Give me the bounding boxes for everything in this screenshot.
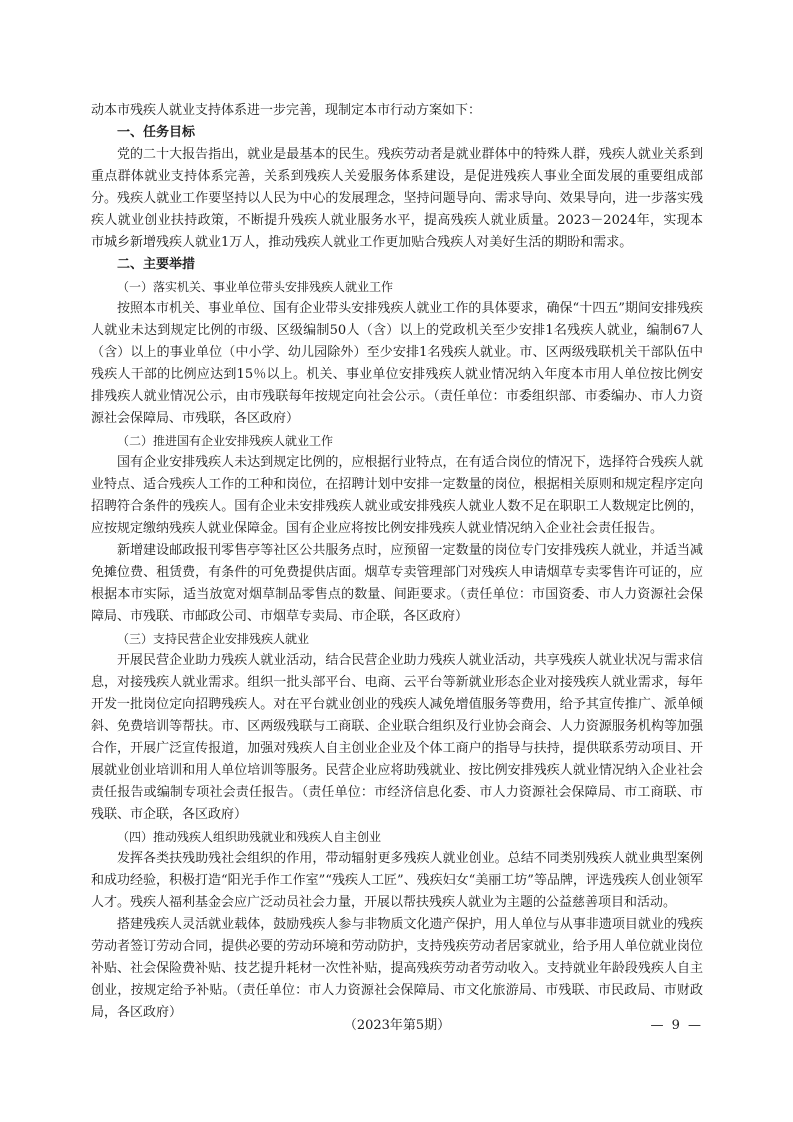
subsection-heading-4: （四）推动残疾人组织助残就业和残疾人自主创业: [117, 830, 382, 844]
section-heading-measures: 二、主要举措: [117, 257, 196, 272]
body-paragraph: 新增建设邮政报刊零售亭等社区公共服务点时，应预留一定数量的岗位专门安排残疾人就业，并适当减免摊位费、租赁费，有条件的可免费提供店面。烟草专卖管理部门对残疾人申请烟草专卖零售许可证的，应根据本市实际，适当放宽对烟草制品零售点的数量、间距要求。（责任单位：市国资委、市人力资源社会保障局、市残联、市邮政公司、市烟草专卖局、市企联，各区政府）: [91, 543, 703, 624]
document-body: [91, 100, 703, 1024]
body-paragraph: 按照本市机关、事业单位、国有企业带头安排残疾人就业工作的具体要求，确保“十四五”期间安排残疾人就业未达到规定比例的市级、区级编制50人（含）以上的党政机关至少安排1名残疾人就业，编制67人（含）以上的事业单位（中小学、幼儿园除外）至少安排1名残疾人就业。市、区两级残联机关干部队伍中残疾人干部的比例应达到15％以上。机关、事业单位安排残疾人就业情况纳入年度本市用人单位按比例安排残疾人就业情况公示，由市残联每年按规定向社会公示。（责任单位：市委组织部、市委编办、市人力资源社会保障局、市残联，各区政府）: [91, 301, 703, 426]
body-paragraph: 开展民营企业助力残疾人就业活动，结合民营企业助力残疾人就业活动，共享残疾人就业状况与需求信息，对接残疾人就业需求。组织一批头部平台、电商、云平台等新就业形态企业对接残疾人就业需求，每年开发一批岗位定向招聘残疾人。对在平台就业创业的残疾人减免增值服务等费用，给予其宣传推广、派单倾斜、免费培训等帮扶。市、区两级残联与工商联、企业联合组织及行业协会商会、人力资源服务机构等加强合作，开展广泛宣传报道，加强对残疾人自主创业企业及个体工商户的指导与扶持，提供联系劳动项目、开展就业创业培训和用人单位培训等服务。民营企业应将助残就业、按比例安排残疾人就业情况纳入企业社会责任报告或编制专项社会责任报告。（责任单位：市经济信息化委、市人力资源社会保障局、市工商联、市残联、市企联，各区政府）: [91, 653, 703, 822]
intro-paragraph: 动本市残疾人就业支持体系进一步完善，现制定本市行动方案如下：: [91, 103, 482, 118]
issue-label: （2023年第5期）: [343, 1018, 451, 1033]
body-paragraph: 党的二十大报告指出，就业是最基本的民生。残疾劳动者是就业群体中的特殊人群，残疾人就业关系到重点群体就业支持体系完善，关系到残疾人关爱服务体系建设，是促进残疾人事业全面发展的重要组成部分。残疾人就业工作要坚持以人民为中心的发展理念，坚持问题导向、需求导向、效果导向，进一步落实残疾人就业创业扶持政策，不断提升残疾人就业服务水平，提高残疾人就业质量。2023－2024年，实现本市城乡新增残疾人就业1万人，推动残疾人就业工作更加贴合残疾人对美好生活的期盼和需求。: [91, 147, 703, 250]
page-number: — 9 —: [650, 1018, 703, 1033]
subsection-heading-2: （二）推进国有企业安排残疾人就业工作: [117, 434, 334, 448]
section-heading-goals: 一、任务目标: [117, 125, 196, 140]
body-paragraph: 发挥各类扶残助残社会组织的作用，带动辐射更多残疾人就业创业。总结不同类别残疾人就业典型案例和成功经验，积极打造“阳光手作工作室”“残疾人工匠”、残疾妇女“美丽工坊”等品牌，评选残疾人创业领军人才。残疾人福利基金会应广泛动员社会力量，开展以帮扶残疾人就业为主题的公益慈善项目和活动。: [91, 851, 703, 910]
subsection-heading-3: （三）支持民营企业安排残疾人就业: [117, 632, 310, 646]
body-paragraph: 搭建残疾人灵活就业载体，鼓励残疾人参与非物质文化遗产保护，用人单位与从事非遗项目就业的残疾劳动者签订劳动合同，提供必要的劳动环境和劳动防护，支持残疾劳动者居家就业，给予用人单位就业岗位补贴、社会保险费补贴、技艺提升耗材一次性补贴，提高残疾劳动者劳动收入。支持就业年龄段残疾人自主创业，按规定给予补贴。（责任单位：市人力资源社会保障局、市文化旅游局、市残联、市民政局、市财政局，各区政府）: [91, 917, 703, 1020]
page-footer: [91, 1015, 703, 1037]
subsection-heading-1: （一）落实机关、事业单位带头安排残疾人就业工作: [117, 280, 394, 294]
body-paragraph: 国有企业安排残疾人未达到规定比例的，应根据行业特点，在有适合岗位的情况下，选择符合残疾人就业特点、适合残疾人工作的工种和岗位，在招聘计划中安排一定数量的岗位，根据相关原则和规定程序定向招聘符合条件的残疾人。国有企业未安排残疾人就业或安排残疾人就业人数不足在职职工人数规定比例的，应按规定缴纳残疾人就业保障金。国有企业应将按比例安排残疾人就业情况纳入企业社会责任报告。: [91, 455, 703, 536]
